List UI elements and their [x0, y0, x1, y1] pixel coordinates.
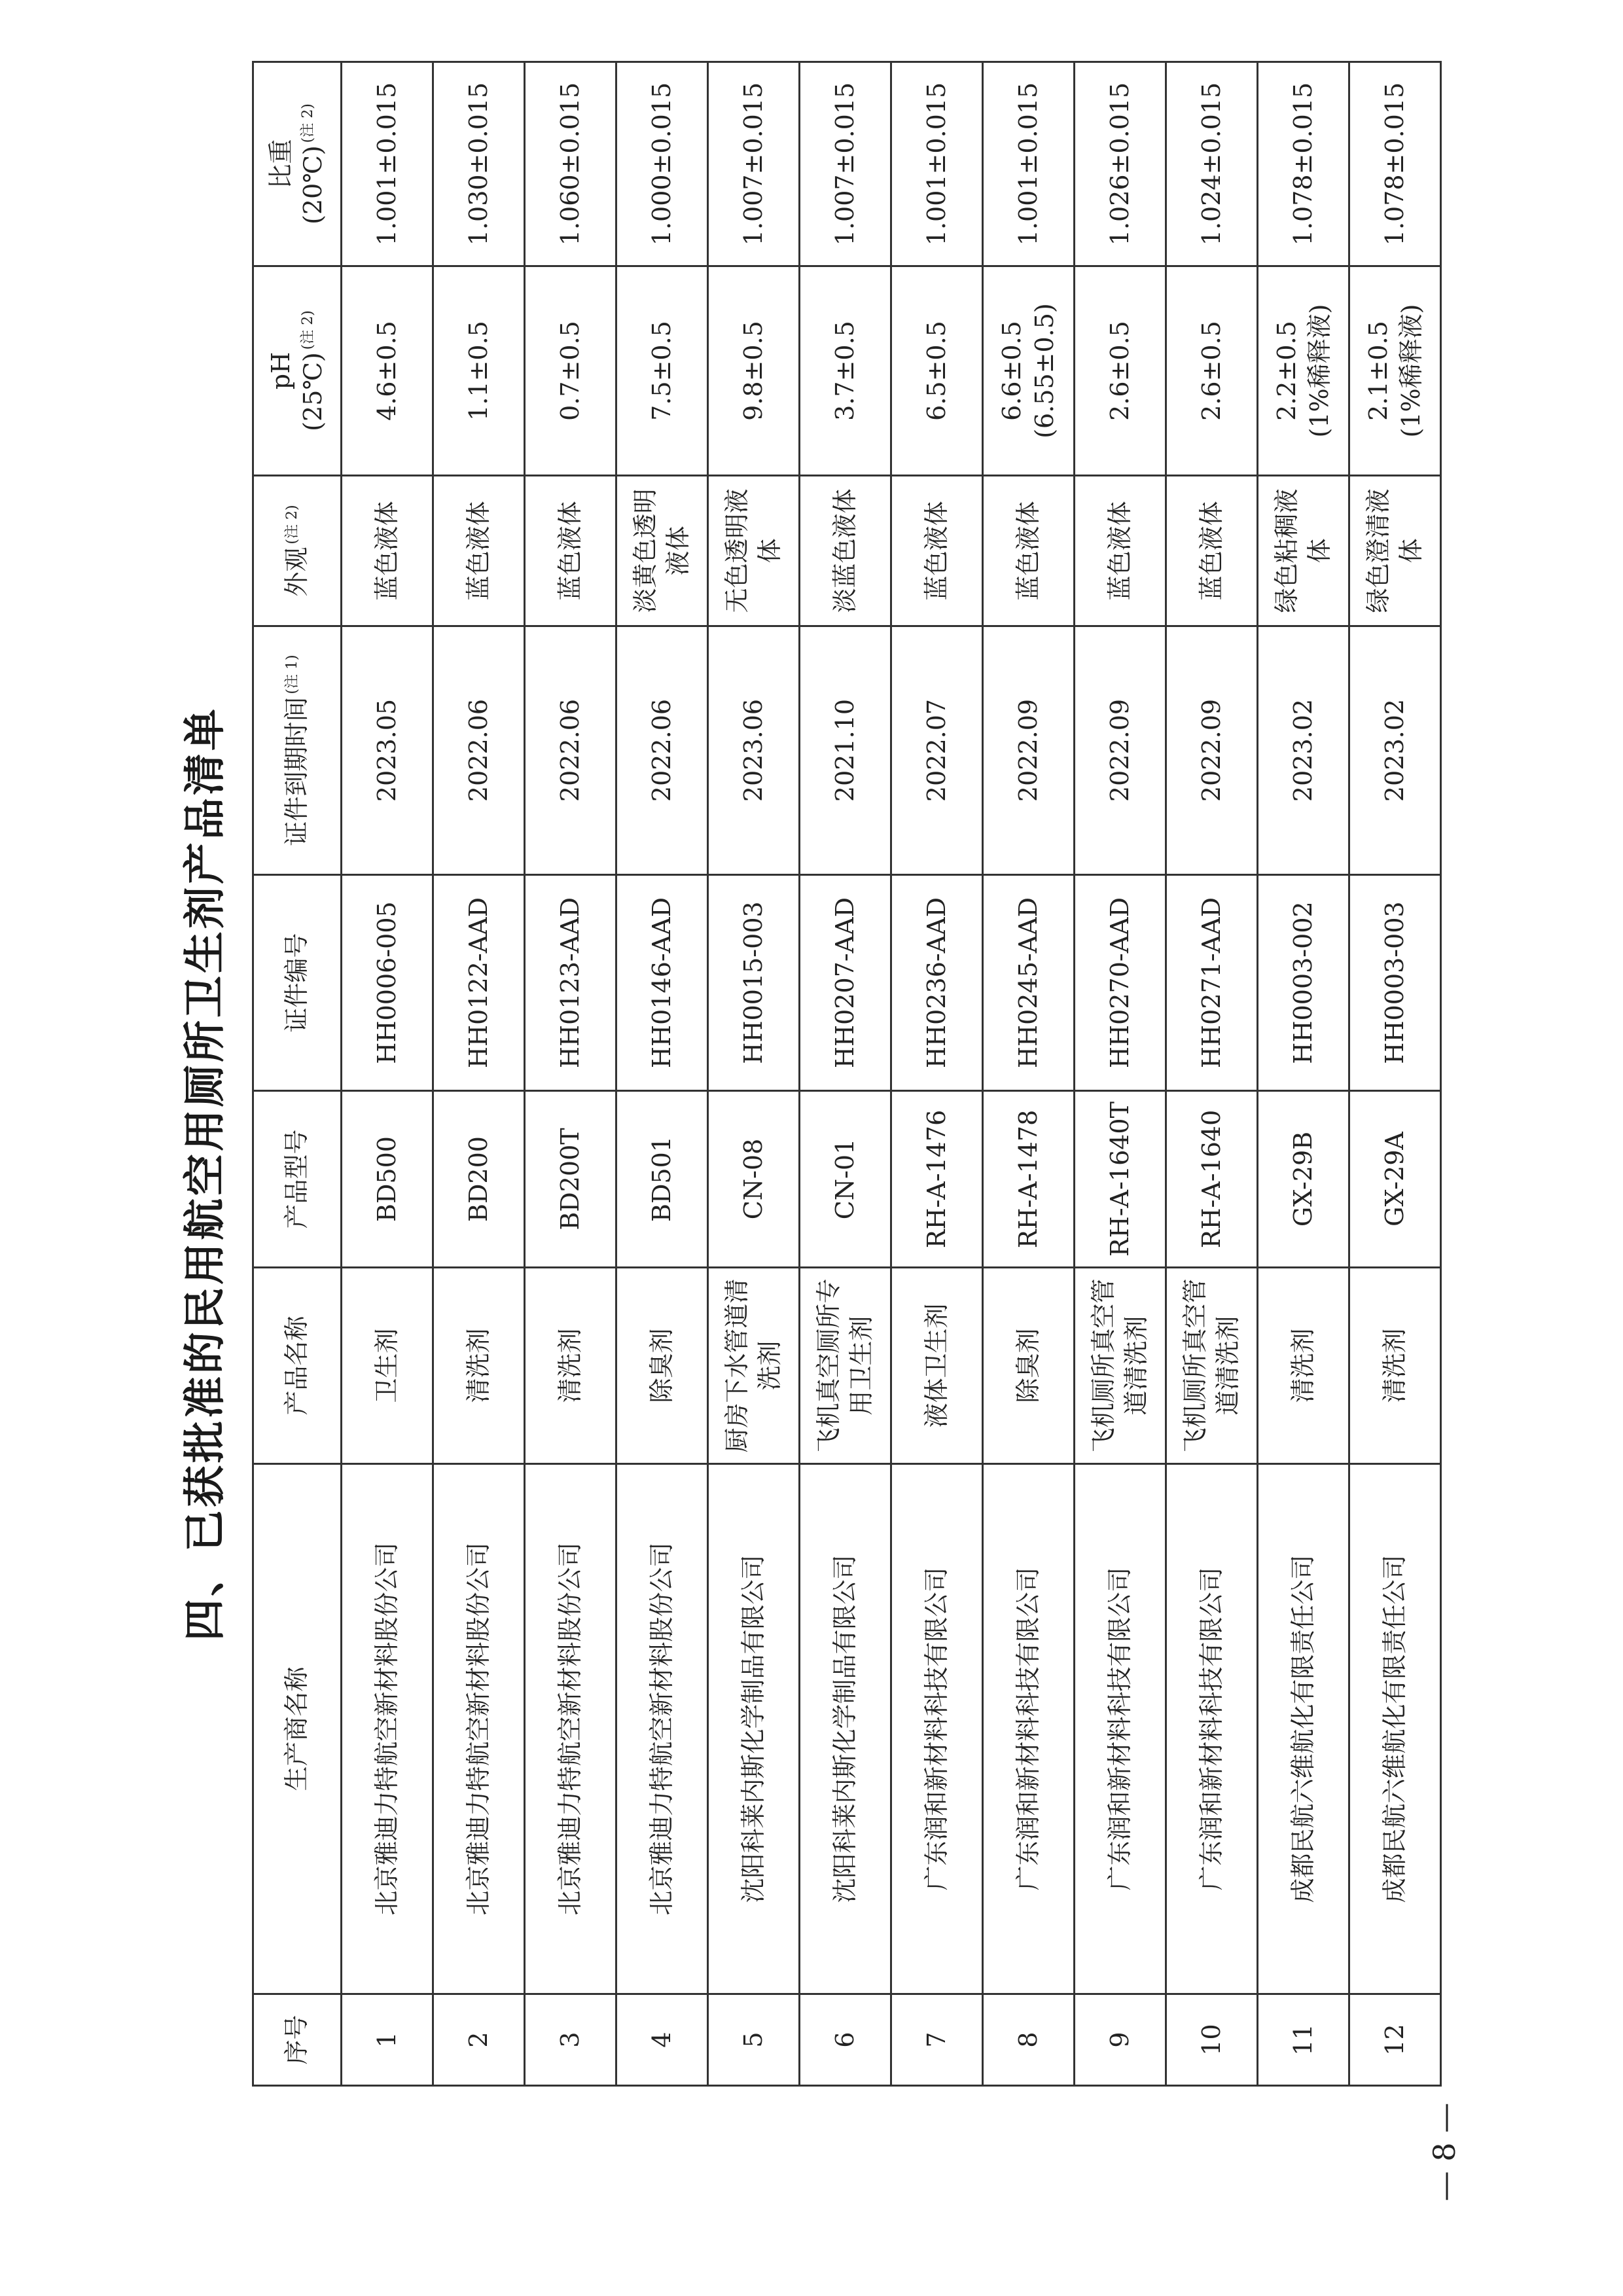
- cell-cert-no: HH0006-005: [342, 875, 433, 1091]
- cell-product-name: 清洗剂: [1258, 1268, 1349, 1464]
- cell-expiry: 2022.09: [1166, 626, 1258, 875]
- cell-manufacturer: 沈阳科莱内斯化学制品有限公司: [708, 1464, 800, 1994]
- cell-product-name: 飞机真空厕所专用卫生剂: [800, 1268, 891, 1464]
- cell-model: BD200T: [525, 1091, 616, 1268]
- cell-sg: 1.007±0.015: [800, 62, 891, 266]
- table-row: [800, 62, 891, 2086]
- cell-expiry: 2021.10: [800, 626, 891, 875]
- cell-appearance: 蓝色液体: [983, 476, 1075, 626]
- cell-expiry: 2023.02: [1349, 626, 1441, 875]
- cell-seq: 1: [342, 1994, 433, 2086]
- cell-cert-no: HH0003-003: [1349, 875, 1441, 1091]
- cell-model: BD500: [342, 1091, 433, 1268]
- cell-product-name: 飞机厕所真空管道清洗剂: [1075, 1268, 1166, 1464]
- cell-seq: 6: [800, 1994, 891, 2086]
- header-sg-note: (注 2): [300, 103, 317, 143]
- cell-expiry: 2022.09: [983, 626, 1075, 875]
- cell-model: BD501: [616, 1091, 708, 1268]
- table-row: [433, 62, 525, 2086]
- cell-model: BD200: [433, 1091, 525, 1268]
- cell-product-name: 除臭剂: [616, 1268, 708, 1464]
- cell-sg: 1.078±0.015: [1349, 62, 1441, 266]
- cell-ph: 9.8±0.5: [708, 266, 800, 476]
- cell-manufacturer: 北京雅迪力特航空新材料股份公司: [433, 1464, 525, 1994]
- cell-seq: 5: [708, 1994, 800, 2086]
- cell-manufacturer: 沈阳科莱内斯化学制品有限公司: [800, 1464, 891, 1994]
- cell-seq: 3: [525, 1994, 616, 2086]
- cell-sg: 1.078±0.015: [1258, 62, 1349, 266]
- header-sg-line2-wrap: [297, 67, 329, 261]
- cell-seq: 12: [1349, 1994, 1441, 2086]
- cell-ph: [1349, 266, 1441, 476]
- cell-manufacturer: 北京雅迪力特航空新材料股份公司: [342, 1464, 433, 1994]
- cell-sg: 1.001±0.015: [891, 62, 983, 266]
- cell-model: CN-08: [708, 1091, 800, 1268]
- cell-product-name: 除臭剂: [983, 1268, 1075, 1464]
- cell-ph-value: 2.2±0.5: [1272, 321, 1302, 421]
- cell-sg: 1.030±0.015: [433, 62, 525, 266]
- cell-seq: 7: [891, 1994, 983, 2086]
- cell-manufacturer: 成都民航六维航化有限责任公司: [1349, 1464, 1441, 1994]
- cell-seq: 2: [433, 1994, 525, 2086]
- header-model: 产品型号: [253, 1091, 342, 1268]
- cell-product-name: 厨房下水管道清洗剂: [708, 1268, 800, 1464]
- cell-product-name: 液体卫生剂: [891, 1268, 983, 1464]
- table-header-row: [253, 62, 342, 2086]
- page-number: — 8 —: [1427, 2102, 1462, 2202]
- cell-expiry: 2023.05: [342, 626, 433, 875]
- header-expiry: [253, 626, 342, 875]
- header-appearance-note: (注 2): [283, 505, 300, 545]
- page-title: 四、已获批准的民用航空用厕所卫生剂产品清单: [181, 706, 230, 1641]
- cell-product-name: 清洗剂: [1349, 1268, 1441, 1464]
- cell-expiry: 2022.07: [891, 626, 983, 875]
- cell-seq: 4: [616, 1994, 708, 2086]
- table-row: [525, 62, 616, 2086]
- cell-cert-no: HH0146-AAD: [616, 875, 708, 1091]
- cell-product-name: 清洗剂: [433, 1268, 525, 1464]
- cell-model: RH-A-1640T: [1075, 1091, 1166, 1268]
- cell-appearance: 淡蓝色液体: [800, 476, 891, 626]
- cell-ph: 1.1±0.5: [433, 266, 525, 476]
- cell-ph: 6.5±0.5: [891, 266, 983, 476]
- cell-manufacturer: 成都民航六维航化有限责任公司: [1258, 1464, 1349, 1994]
- cell-ph-note: (1%稀释液): [1304, 304, 1334, 438]
- header-sg: [253, 62, 342, 266]
- header-cert-no: 证件编号: [253, 875, 342, 1091]
- table-row: [616, 62, 708, 2086]
- cell-sg: 1.001±0.015: [342, 62, 433, 266]
- cell-cert-no: HH0245-AAD: [983, 875, 1075, 1091]
- cell-seq: 10: [1166, 1994, 1258, 2086]
- header-appearance: [253, 476, 342, 626]
- cell-cert-no: HH0236-AAD: [891, 875, 983, 1091]
- cell-model: RH-A-1478: [983, 1091, 1075, 1268]
- cell-cert-no: HH0207-AAD: [800, 875, 891, 1091]
- header-ph-note: (注 2): [300, 310, 317, 350]
- cell-sg: 1.026±0.015: [1075, 62, 1166, 266]
- table-row: [983, 62, 1075, 2086]
- product-table: [252, 61, 1442, 2087]
- cell-ph-note: (6.55±0.5): [1029, 303, 1059, 439]
- cell-model: RH-A-1640: [1166, 1091, 1258, 1268]
- cell-ph-value: 6.6±0.5: [997, 321, 1027, 421]
- header-ph: [253, 266, 342, 476]
- table-row: [1075, 62, 1166, 2086]
- cell-seq: 8: [983, 1994, 1075, 2086]
- cell-cert-no: HH0270-AAD: [1075, 875, 1166, 1091]
- cell-manufacturer: 北京雅迪力特航空新材料股份公司: [525, 1464, 616, 1994]
- header-ph-line2-wrap: [297, 271, 329, 471]
- table-body: [342, 62, 1441, 2086]
- cell-appearance: 无色透明液体: [708, 476, 800, 626]
- cell-ph: 7.5±0.5: [616, 266, 708, 476]
- cell-cert-no: HH0122-AAD: [433, 875, 525, 1091]
- cell-seq: 9: [1075, 1994, 1166, 2086]
- cell-appearance: 蓝色液体: [1166, 476, 1258, 626]
- table-row: [1166, 62, 1258, 2086]
- header-ph-line2: (25℃): [298, 352, 327, 431]
- cell-expiry: 2023.02: [1258, 626, 1349, 875]
- cell-manufacturer: 广东润和新材料科技有限公司: [983, 1464, 1075, 1994]
- header-expiry-note: (注 1): [283, 655, 300, 694]
- cell-appearance: 蓝色液体: [525, 476, 616, 626]
- cell-appearance: 蓝色液体: [342, 476, 433, 626]
- cell-ph-note: (1%稀释液): [1396, 304, 1425, 438]
- cell-ph: [983, 266, 1075, 476]
- table-row: [891, 62, 983, 2086]
- header-manufacturer: 生产商名称: [253, 1464, 342, 1994]
- cell-product-name: 卫生剂: [342, 1268, 433, 1464]
- cell-model: CN-01: [800, 1091, 891, 1268]
- cell-cert-no: HH0271-AAD: [1166, 875, 1258, 1091]
- cell-cert-no: HH0015-003: [708, 875, 800, 1091]
- header-sg-line1: 比重: [266, 139, 295, 189]
- cell-ph: 0.7±0.5: [525, 266, 616, 476]
- cell-product-name: 清洗剂: [525, 1268, 616, 1464]
- cell-expiry: 2022.06: [616, 626, 708, 875]
- cell-ph: 2.6±0.5: [1075, 266, 1166, 476]
- table-row: [1258, 62, 1349, 2086]
- cell-cert-no: HH0123-AAD: [525, 875, 616, 1091]
- header-expiry-label: 证件到期时间: [282, 696, 312, 846]
- cell-expiry: 2022.06: [525, 626, 616, 875]
- cell-expiry: 2023.06: [708, 626, 800, 875]
- cell-sg: 1.000±0.015: [616, 62, 708, 266]
- cell-appearance: 淡黄色透明液体: [616, 476, 708, 626]
- header-appearance-label: 外观: [282, 547, 312, 597]
- cell-ph: 2.6±0.5: [1166, 266, 1258, 476]
- table-row: [342, 62, 433, 2086]
- cell-manufacturer: 广东润和新材料科技有限公司: [1075, 1464, 1166, 1994]
- cell-appearance: 蓝色液体: [1075, 476, 1166, 626]
- cell-sg: 1.024±0.015: [1166, 62, 1258, 266]
- cell-model: RH-A-1476: [891, 1091, 983, 1268]
- cell-cert-no: HH0003-002: [1258, 875, 1349, 1091]
- cell-appearance: 蓝色液体: [433, 476, 525, 626]
- cell-ph-value: 2.1±0.5: [1364, 321, 1393, 421]
- cell-seq: 11: [1258, 1994, 1349, 2086]
- cell-appearance: 蓝色液体: [891, 476, 983, 626]
- header-ph-line1: pH: [266, 351, 295, 390]
- table-row: [1349, 62, 1441, 2086]
- cell-ph: 3.7±0.5: [800, 266, 891, 476]
- cell-appearance: 绿色粘稠液体: [1258, 476, 1349, 626]
- cell-product-name: 飞机厕所真空管道清洗剂: [1166, 1268, 1258, 1464]
- cell-expiry: 2022.09: [1075, 626, 1166, 875]
- cell-manufacturer: 广东润和新材料科技有限公司: [1166, 1464, 1258, 1994]
- cell-expiry: 2022.06: [433, 626, 525, 875]
- cell-manufacturer: 广东润和新材料科技有限公司: [891, 1464, 983, 1994]
- cell-manufacturer: 北京雅迪力特航空新材料股份公司: [616, 1464, 708, 1994]
- cell-sg: 1.001±0.015: [983, 62, 1075, 266]
- cell-appearance: 绿色澄清液体: [1349, 476, 1441, 626]
- header-seq: 序号: [253, 1994, 342, 2086]
- cell-model: GX-29A: [1349, 1091, 1441, 1268]
- cell-ph: 4.6±0.5: [342, 266, 433, 476]
- header-product-name: 产品名称: [253, 1268, 342, 1464]
- cell-sg: 1.007±0.015: [708, 62, 800, 266]
- table-row: [708, 62, 800, 2086]
- cell-sg: 1.060±0.015: [525, 62, 616, 266]
- cell-ph: [1258, 266, 1349, 476]
- header-sg-line2: (20℃): [298, 145, 327, 224]
- cell-model: GX-29B: [1258, 1091, 1349, 1268]
